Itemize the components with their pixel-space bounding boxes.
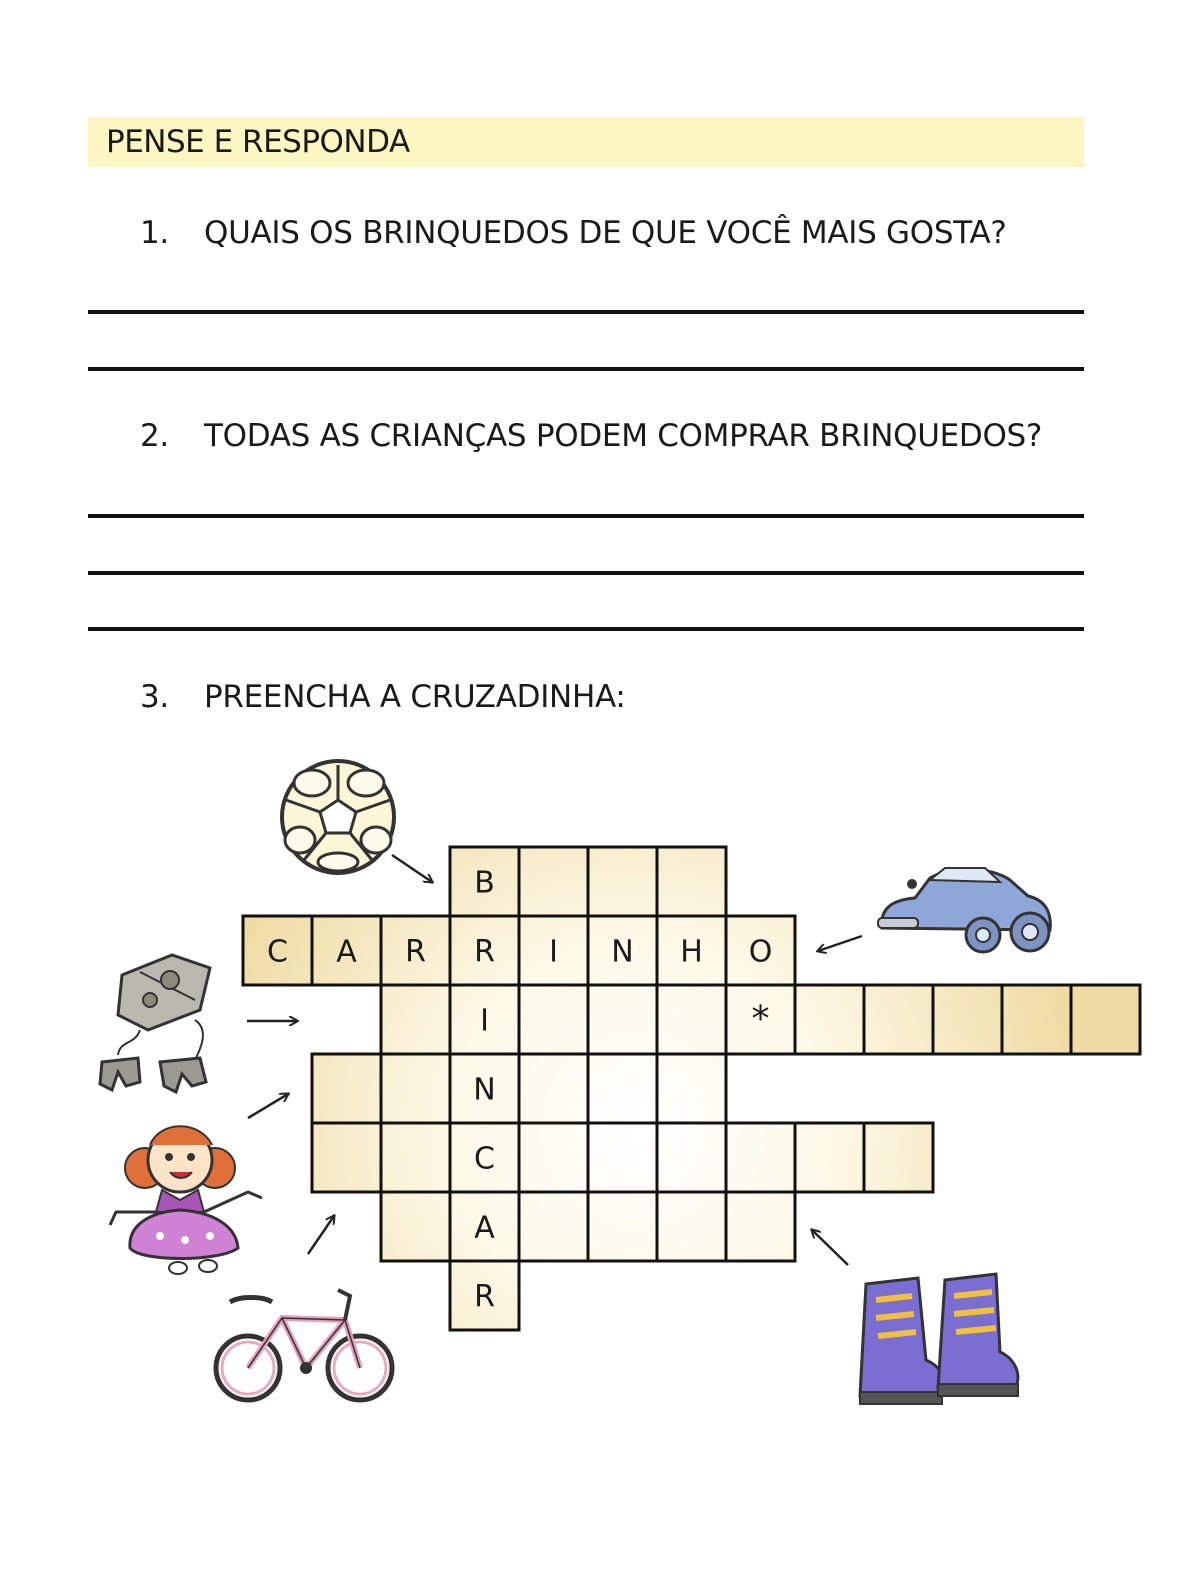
arrow-icon [308, 1216, 334, 1254]
question-number: 2. [140, 418, 169, 454]
crossword-cell[interactable] [726, 1123, 795, 1192]
toy-car-icon [878, 868, 1050, 952]
crossword-cell[interactable] [795, 985, 864, 1054]
crossword-cell[interactable] [933, 985, 1002, 1054]
crossword-cell[interactable] [657, 1192, 726, 1261]
crossword-cell[interactable] [1071, 985, 1140, 1054]
crossword-letter: C [474, 1141, 495, 1177]
crossword-cell[interactable] [864, 985, 933, 1054]
crossword-letter: R [474, 1279, 495, 1315]
crossword-cell[interactable] [312, 1123, 381, 1192]
crossword-cell[interactable] [1002, 985, 1071, 1054]
crossword-letter: A [336, 934, 357, 970]
crossword-cell[interactable] [657, 847, 726, 916]
crossword-cell[interactable] [864, 1123, 933, 1192]
question-number: 3. [140, 679, 169, 715]
boots-icon [860, 1274, 1018, 1404]
arrow-icon [248, 1094, 288, 1118]
crossword-cell[interactable] [588, 1054, 657, 1123]
crossword-cell[interactable] [588, 1123, 657, 1192]
crossword-letter: * [751, 998, 770, 1040]
crossword-letter: I [549, 934, 558, 970]
soccer-ball-icon [282, 761, 394, 873]
crossword-letter: B [474, 865, 495, 901]
crossword-letter: O [748, 934, 773, 970]
arrow-icon [392, 855, 432, 882]
crossword-letter: N [473, 1072, 496, 1108]
crossword-cell[interactable] [381, 1054, 450, 1123]
crossword-cell[interactable] [519, 985, 588, 1054]
crossword-cell[interactable] [657, 985, 726, 1054]
crossword-letter: C [267, 934, 288, 970]
crossword-letter: R [405, 934, 426, 970]
crossword-letter: A [474, 1210, 495, 1246]
question-text: QUAIS OS BRINQUEDOS DE QUE VOCÊ MAIS GOSTA? [204, 215, 1007, 251]
crossword-cell[interactable] [588, 985, 657, 1054]
crossword-letter: H [680, 934, 703, 970]
crossword-cell[interactable] [519, 1123, 588, 1192]
crossword-cell[interactable] [588, 847, 657, 916]
crossword-cell[interactable] [795, 1123, 864, 1192]
crossword-cell[interactable] [381, 1192, 450, 1261]
crossword-cell[interactable] [519, 847, 588, 916]
video-game-icon [100, 955, 210, 1092]
crossword-cell[interactable] [657, 1123, 726, 1192]
crossword-letter: R [474, 934, 495, 970]
crossword-cell[interactable] [312, 1054, 381, 1123]
crossword-cell[interactable] [381, 985, 450, 1054]
crossword-cell[interactable] [519, 1192, 588, 1261]
question-text: PREENCHA A CRUZADINHA: [204, 679, 626, 715]
crossword-cell[interactable] [657, 1054, 726, 1123]
crossword-cell[interactable] [726, 1192, 795, 1261]
arrow-icon [812, 1230, 848, 1265]
crossword-letter: I [480, 1003, 489, 1039]
crossword-cell[interactable] [588, 1192, 657, 1261]
crossword-letter: N [611, 934, 634, 970]
question-number: 1. [140, 215, 169, 251]
question-text: TODAS AS CRIANÇAS PODEM COMPRAR BRINQUEDOS? [204, 418, 1043, 454]
crossword-cell[interactable] [519, 1054, 588, 1123]
bicycle-icon [216, 1290, 392, 1400]
crossword-cell[interactable] [381, 1123, 450, 1192]
section-title: PENSE E RESPONDA [106, 124, 410, 160]
arrow-icon [818, 936, 862, 951]
doll-icon [110, 1126, 262, 1274]
